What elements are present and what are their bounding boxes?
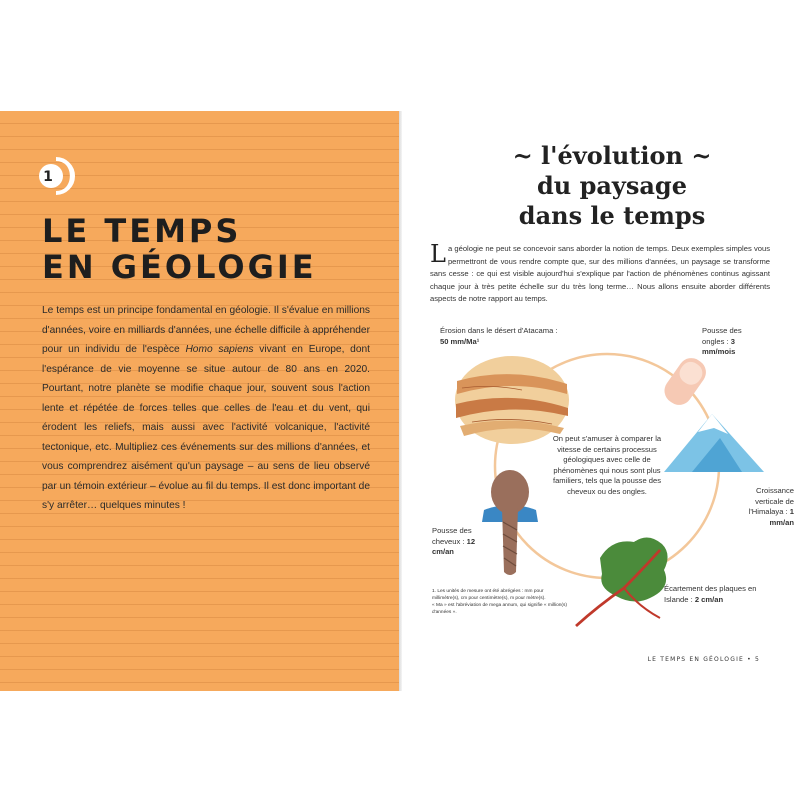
running-head: LE TEMPS EN GÉOLOGIE • 5: [647, 656, 760, 663]
footnote-units: 1. Les unités de mesure ont été abrégées : mm pour millimètre(s), cm pour centimètre(s), m pour mètre(s).: [432, 589, 546, 601]
body-paragraph: [42, 301, 370, 516]
mountain-icon: [664, 414, 764, 472]
erosion-label-text: Érosion dans le désert d'Atacama :: [440, 326, 558, 335]
hair-rate: 12 cm/an: [432, 536, 476, 556]
nails-label-text: Pousse des ongles :: [702, 326, 742, 346]
plates-label: [664, 584, 764, 605]
chapter-title-line-2: EN GÉOLOGIE: [42, 248, 317, 286]
body-text-a: Le temps est un principe fondamental en géologie. Il s'évalue en millions d'années, voire en milliards d'années, une échelle difficile à appréhender pour un individu de l'espèce: [42, 305, 370, 355]
chapter-title-line-1: LE TEMPS: [42, 212, 242, 250]
section-title-line-2: du paysage: [537, 171, 687, 200]
footnote: [432, 588, 572, 616]
erosion-label: [440, 326, 560, 347]
head-with-braid-icon: [482, 470, 538, 575]
hair-label: [432, 526, 478, 558]
body-text-b: vivant en Europe, dont l'espérance de vie moyenne se situe autour de 80 ans en 2020. Pourtant, notre planète se modifie chaque jour, souvent sous l'action lente et répétée de forces telles que celles de l'eau et du vent, qui érodent les reliefs, mais aussi avec l'activité volcanique, l'activité tectonique, etc. Multipliez ces événements sur des millions d'années, et vous comprendrez aisément qu'un paysage – au sens de lieu observé par un témoin extérieur – évolue au fil du temps. Il est donc important de s'y arrêter… quelques minutes !: [42, 344, 371, 511]
erosion-rate: 50 mm/Ma¹: [440, 336, 480, 346]
himalaya-rate: 1 mm/an: [769, 507, 794, 527]
intro-paragraph: [430, 240, 770, 306]
nails-label: [702, 326, 762, 358]
drop-cap: L: [430, 240, 446, 268]
chapter-body: [42, 301, 370, 516]
right-page: [402, 111, 800, 691]
left-page: [0, 111, 400, 691]
section-title-line-1: ~ l'évolution ~: [512, 141, 712, 170]
plates-label-text: Écartement des plaques en Islande :: [664, 584, 757, 604]
hair-label-text: Pousse des cheveux :: [432, 526, 472, 546]
section-title-line-3: dans le temps: [518, 201, 706, 230]
himalaya-label-text: Croissance verticale de l'Himalaya :: [748, 486, 794, 516]
chapter-number: 1: [43, 169, 53, 185]
plates-rate: 2 cm/an: [694, 594, 724, 604]
center-explanation: On peut s'amuser à comparer la vitesse de certains processus géologiques avec celle de phénomènes qui nous sont plus familiers, tels que la pousse des cheveux ou des ongles.: [552, 434, 662, 496]
himalaya-label: [732, 486, 794, 528]
footnote-ma: « Ma » est l'abréviation de mega annum, qui signifie « million(s) d'années ».: [432, 603, 568, 615]
time-comparison-diagram: [402, 326, 800, 656]
nails-rate: 3 mm/mois: [702, 336, 736, 356]
iceland-map-icon: [576, 537, 668, 626]
fingernail-icon: [659, 353, 711, 410]
body-text-italic: Homo sapiens: [185, 344, 254, 355]
intro-text: a géologie ne peut se concevoir sans aborder la notion de temps. Deux exemples simples vous permettront de vous rendre compte que, sur des millions d'années, un paysage se transforme sans cesse : ce qui est visible aujourd'hui s'explique par l'action de phénomènes continus agissant chaque jour à très petite échelle sur du très long terme… Nous allons ensuite aborder différents aspects de notre rapport au temps.: [430, 244, 770, 303]
book-spread: [0, 111, 800, 691]
section-title: [482, 141, 742, 231]
chapter-title: [42, 213, 382, 285]
desert-layers-icon: [455, 356, 569, 444]
